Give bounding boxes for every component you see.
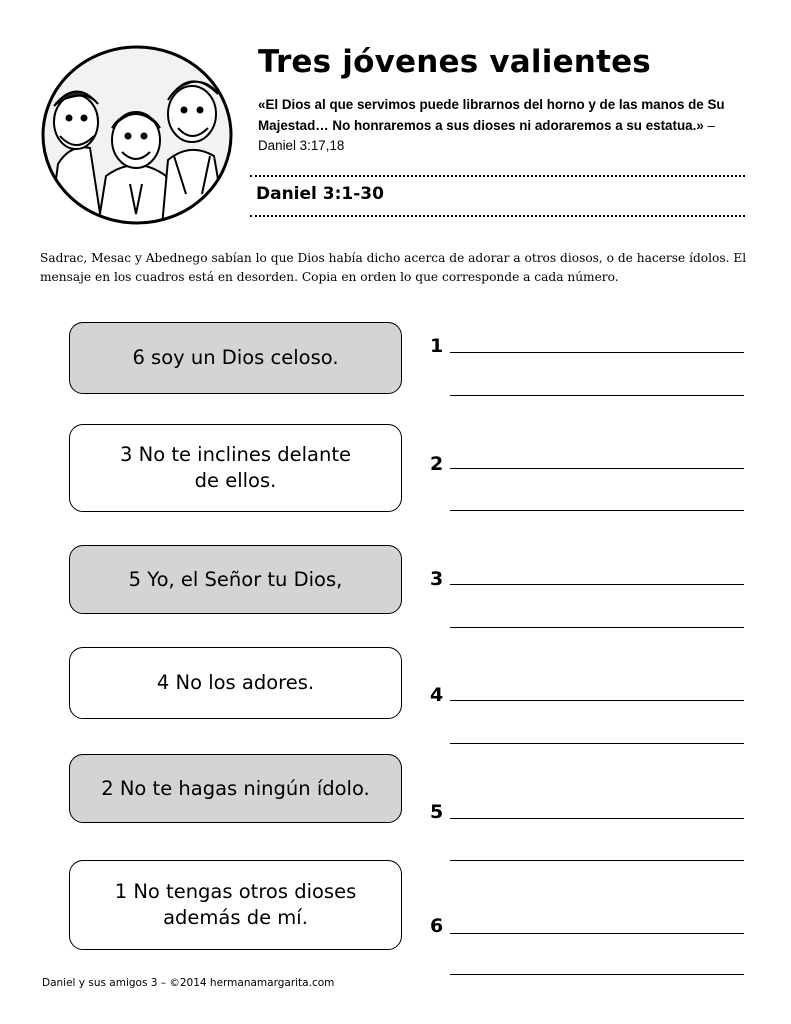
answer-number-6: 6 — [430, 915, 444, 937]
message-box-5 — [69, 754, 402, 823]
message-box-text: 2 No te hagas ningún ídolo. — [101, 776, 370, 800]
answer-line[interactable] — [450, 743, 744, 744]
answer-line[interactable] — [450, 818, 744, 819]
answer-line[interactable] — [450, 584, 744, 585]
answer-number-4: 4 — [430, 684, 444, 706]
message-box-6 — [69, 860, 402, 950]
answer-line[interactable] — [450, 974, 744, 975]
message-box-text: 6 soy un Dios celoso. — [132, 346, 339, 369]
footer-credit: Daniel y sus amigos 3 – ©2014 hermanamargarita.com — [42, 977, 335, 989]
message-box-text: 4 No los adores. — [156, 671, 315, 694]
page-title: Tres jóvenes valientes — [258, 44, 651, 80]
passage-reference: Daniel 3:1-30 — [256, 184, 384, 204]
message-box-3 — [69, 545, 402, 614]
answer-number-2: 2 — [430, 453, 444, 475]
answer-line[interactable] — [450, 860, 744, 861]
message-box-text: 3 No te inclines delante de ellos. — [120, 443, 351, 492]
answer-line[interactable] — [450, 352, 744, 353]
dotted-divider-top — [250, 175, 745, 177]
message-box-text: 5 Yo, el Señor tu Dios, — [128, 567, 343, 591]
instructions: Sadrac, Mesac y Abednego sabían lo que Dios había dicho acerca de adorar a otros diosos, o de hacerse ídolos. El mensaje en los cuadros está en desorden. Copia en orden lo que corresponde a cada número. — [40, 251, 747, 284]
dotted-divider-bottom — [250, 215, 745, 217]
answer-line[interactable] — [450, 627, 744, 628]
message-box-2 — [69, 424, 402, 512]
message-box-text: 1 No tengas otros dioses además de mí. — [114, 880, 357, 929]
quote-reference: –Daniel 3:17,18 — [258, 117, 715, 153]
three-young-men-illustration — [40, 44, 234, 226]
answer-line[interactable] — [450, 468, 744, 469]
answer-line[interactable] — [450, 510, 744, 511]
message-box-4 — [69, 647, 402, 719]
answer-number-3: 3 — [430, 568, 444, 590]
quote-text: «El Dios al que servimos puede librarnos del horno y de las manos de Su Majestad… No honraremos a sus dioses ni adoraremos a su estatua.» — [258, 97, 725, 133]
message-box-1 — [69, 322, 402, 394]
scripture-quote — [258, 95, 738, 157]
answer-line[interactable] — [450, 395, 744, 396]
answer-line[interactable] — [450, 933, 744, 934]
answer-number-5: 5 — [430, 801, 444, 823]
answer-line[interactable] — [450, 700, 744, 701]
answer-number-1: 1 — [430, 335, 444, 357]
